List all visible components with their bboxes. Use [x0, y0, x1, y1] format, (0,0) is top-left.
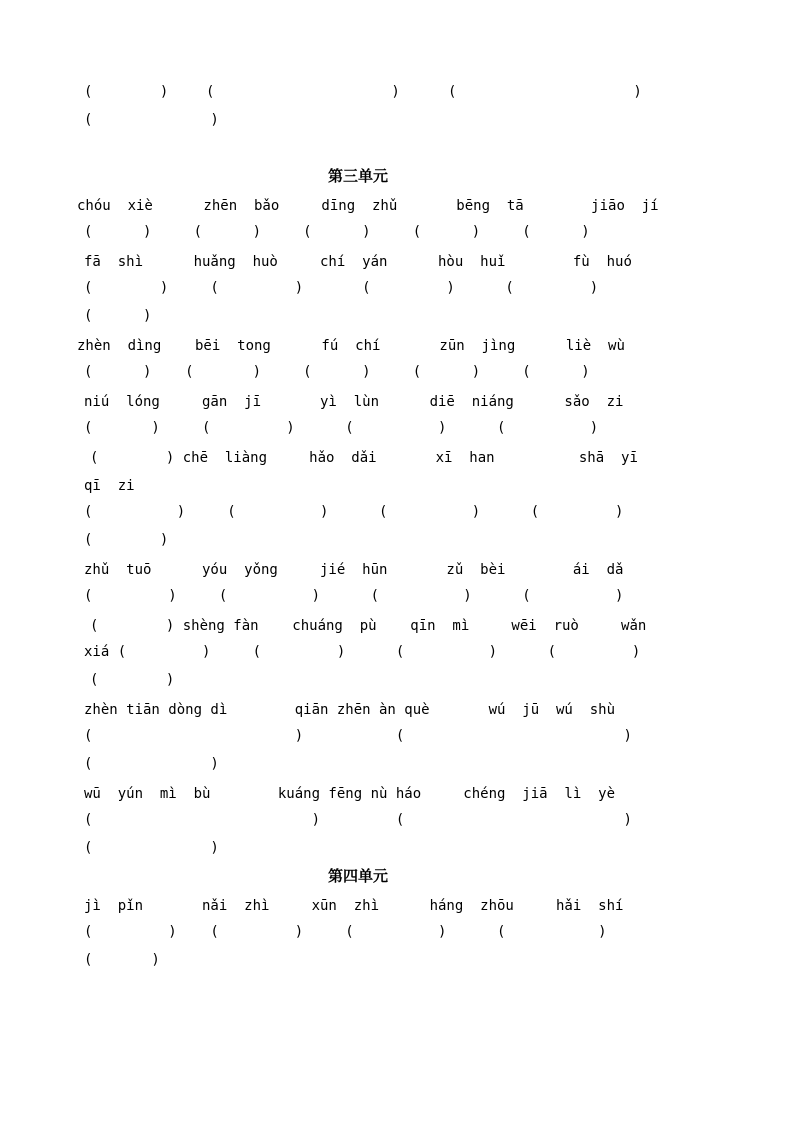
pinyin-row: zhèn dìng bēi tong fú chí zūn jìng liè wù	[77, 338, 625, 354]
answer-row: ( ) ( ) ( ) ( )	[84, 504, 624, 520]
pinyin-row: zhǔ tuō yóu yǒng jié hūn zǔ bèi ái dǎ	[84, 562, 624, 578]
answer-row: ( ) ( ) ( ) ( )	[84, 420, 599, 436]
answer-row: ( ) ( ) ( ) ( ) ( )	[84, 224, 590, 240]
answer-row: ( ) ( )	[84, 812, 632, 828]
answer-row: ( ) ( ) ( ) ( )	[84, 588, 624, 604]
section-title-unit4: 第四单元	[328, 867, 389, 885]
answer-row: ( )	[84, 532, 169, 548]
pinyin-row: chóu xiè zhēn bǎo dīng zhǔ bēng tā jiāo jí	[77, 198, 659, 214]
answer-row: ( ) ( ) ( ) ( )	[84, 280, 599, 296]
answer-blank: ( )	[206, 84, 400, 100]
answer-blank: ( )	[84, 84, 169, 100]
section-title-unit3: 第三单元	[328, 167, 389, 185]
answer-row: ( )	[84, 756, 219, 772]
answer-row: xiá ( ) ( ) ( ) ( )	[84, 644, 641, 660]
answer-row: ( ) ( ) ( ) ( )	[84, 924, 607, 940]
answer-row: ( )	[84, 308, 152, 324]
pinyin-row: jì pǐn nǎi zhì xūn zhì háng zhōu hǎi shí	[84, 898, 624, 914]
answer-row: ( )	[90, 672, 175, 688]
answer-row: ( ) ( ) ( ) ( ) ( )	[84, 364, 590, 380]
answer-row: ( )	[84, 840, 219, 856]
answer-row: ( )	[84, 952, 160, 968]
answer-blank: ( )	[448, 84, 642, 100]
pinyin-row: fā shì huǎng huò chí yán hòu huǐ fù huó	[84, 254, 632, 270]
answer-row: ( ) ( )	[84, 728, 632, 744]
pinyin-row: zhèn tiān dòng dì qiān zhēn àn què wú jū wú shù	[84, 702, 616, 718]
answer-blank: ( )	[84, 112, 219, 128]
pinyin-row: ( ) shèng fàn chuáng pù qīn mì wēi ruò wǎn	[90, 618, 647, 634]
pinyin-row: niú lóng gān jī yì lùn diē niáng sǎo zi	[84, 394, 624, 410]
pinyin-row: wū yún mì bù kuáng fēng nù háo chéng jiā lì yè	[84, 786, 616, 802]
pinyin-row: ( ) chē liàng hǎo dǎi xī han shā yī	[90, 450, 638, 466]
pinyin-row: qī zi	[84, 478, 135, 494]
